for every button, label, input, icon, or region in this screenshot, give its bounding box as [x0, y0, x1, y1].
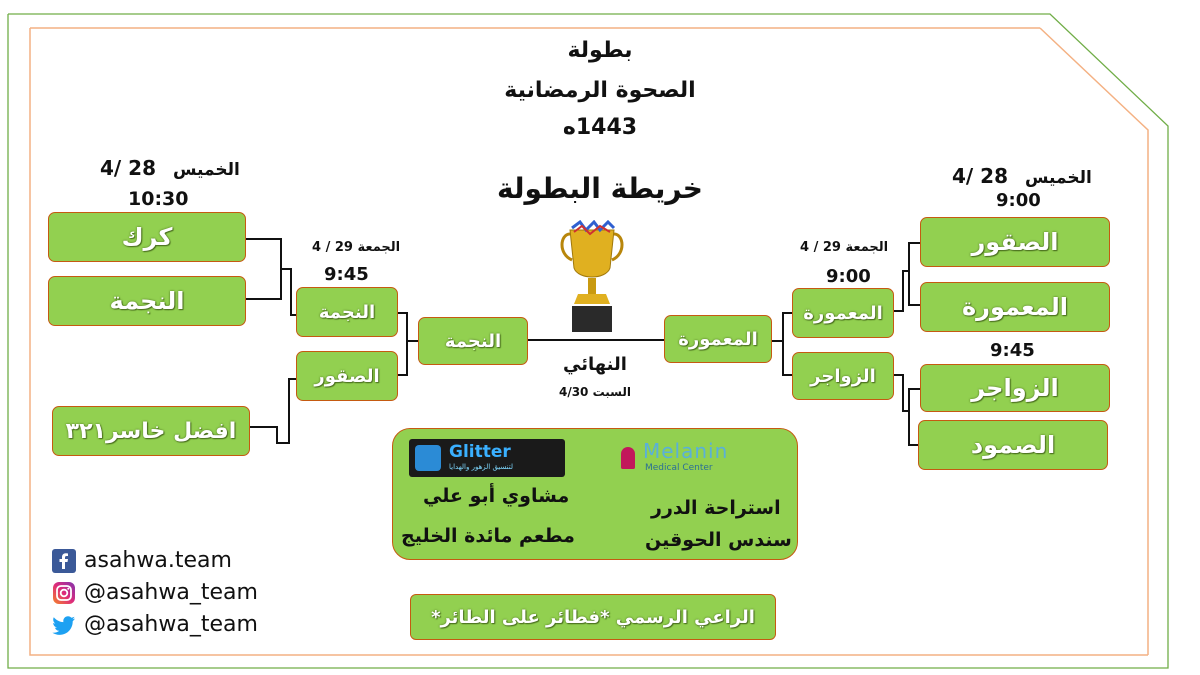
right-qf-date: الجمعة 29 / 4: [800, 240, 889, 255]
official-sponsor-text: الراعي الرسمي *فطائر على الطائر*: [431, 606, 755, 628]
right-date-header: [952, 164, 1092, 188]
title-year: 1443ه: [562, 115, 638, 140]
melanin-logo-icon: [621, 447, 635, 469]
sponsors-panel: [392, 428, 798, 560]
map-title: خريطة البطولة: [497, 172, 703, 205]
left-time: 10:30: [128, 188, 189, 210]
sponsor-left-2: مطعم مائدة الخليج: [401, 525, 575, 547]
team-box-right-r1-4: الصمود: [918, 420, 1108, 470]
right-time-1: 9:00: [996, 190, 1041, 211]
team-box-left-r1-2: النجمة: [48, 276, 246, 326]
left-qf-time: 9:45: [324, 264, 369, 285]
team-box-left-sf: النجمة: [418, 317, 528, 365]
left-date-day: الخميس: [172, 160, 240, 180]
sponsor-right-2: سندس الحوقين: [645, 529, 792, 551]
sponsor-left-1: مشاوي أبو علي: [423, 485, 570, 507]
twitter-icon: [52, 613, 76, 637]
final-date: السبت 4/30: [558, 385, 632, 399]
melanin-logo-text: Melanin: [643, 439, 729, 463]
team-box-right-r1-2: المعمورة: [920, 282, 1110, 332]
right-date-num: 4/ 28: [952, 164, 1009, 188]
social-instagram[interactable]: [52, 580, 258, 605]
team-box-left-qf-1: النجمة: [296, 287, 398, 337]
glitter-logo-icon: [415, 445, 441, 471]
team-box-left-qf-2: الصقور: [296, 351, 398, 401]
team-box-right-r1-3: الزواجر: [920, 364, 1110, 412]
facebook-handle: asahwa.team: [84, 548, 232, 573]
team-box-right-qf-1: المعمورة: [792, 288, 894, 338]
right-date-day: الخميس: [1024, 168, 1092, 188]
social-twitter[interactable]: [52, 612, 258, 637]
left-date-header: [100, 156, 240, 180]
final-label: النهائي: [563, 354, 627, 375]
social-facebook[interactable]: [52, 548, 232, 573]
instagram-handle: @asahwa_team: [84, 580, 258, 605]
title-line2: الصحوة الرمضانية: [504, 78, 696, 103]
melanin-logo: [621, 439, 781, 483]
glitter-logo-subtext: لتنسيق الزهور والهدايا: [449, 463, 514, 471]
instagram-icon: [52, 581, 76, 605]
left-qf-date: الجمعة 29 / 4: [312, 240, 401, 255]
team-box-left-r1-1: كرك: [48, 212, 246, 262]
sponsor-right-1: استراحة الدرر: [651, 497, 781, 519]
right-qf-time: 9:00: [826, 266, 871, 287]
right-time-2: 9:45: [990, 340, 1035, 361]
title-line1: بطولة: [567, 38, 633, 63]
team-box-right-r1-1: الصقور: [920, 217, 1110, 267]
twitter-handle: @asahwa_team: [84, 612, 258, 637]
facebook-icon: [52, 549, 76, 573]
glitter-logo-text: Glitter: [449, 442, 511, 462]
melanin-logo-subtext: Medical Center: [645, 463, 713, 473]
team-box-left-r1-3: افضل خاسر٣٢١: [52, 406, 250, 456]
official-sponsor-box: [410, 594, 776, 640]
trophy-icon: [556, 220, 628, 338]
team-box-right-sf: المعمورة: [664, 315, 772, 363]
glitter-logo: [409, 439, 565, 477]
left-date-num: 4/ 28: [100, 156, 157, 180]
team-box-right-qf-2: الزواجر: [792, 352, 894, 400]
